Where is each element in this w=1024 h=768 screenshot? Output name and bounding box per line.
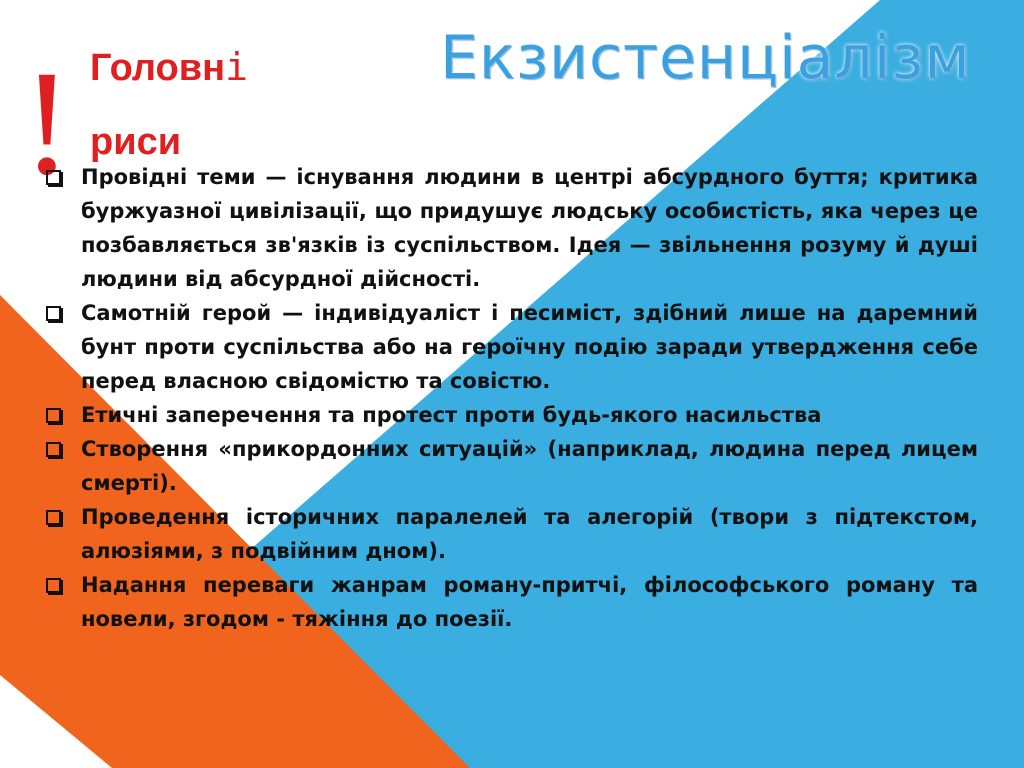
checkbox-square-icon: [46, 170, 61, 185]
checkbox-square-icon: [46, 306, 61, 321]
bullet-text: Надання переваги жанрам роману-притчі, філософського роману та новели, згодом - тяжіння до поезії.: [81, 573, 978, 631]
subtitle-line-1: [90, 30, 248, 105]
bullet-item: [40, 568, 978, 636]
checkbox-square-icon: [46, 578, 61, 593]
subtitle: [90, 30, 248, 179]
subtitle-line-2: риси: [90, 121, 182, 163]
bullet-text: Проведення історичних паралелей та алегорій (твори з підтекстом, алюзіями, з подвійним дном).: [81, 505, 978, 563]
bullet-text: Провідні теми — існування людини в центрі абсурдного буття; критика буржуазної цивілізації, що придушує людську особистість, яка через це позбавляється зв'язків із суспільством. Ідея — звільнення розуму й душі людини від абсурдної дійсності.: [81, 165, 978, 291]
bullet-text: Самотній герой — індивідуаліст і песиміст, здібний лише на даремний бунт проти суспільства або на героїчну подію заради утвердження себе перед власною свідомістю та совістю.: [81, 301, 978, 393]
checkbox-square-icon: [46, 408, 61, 423]
bullet-item: [40, 296, 978, 398]
bullet-item: [40, 500, 978, 568]
exclamation-mark: !: [22, 40, 72, 206]
checkbox-square-icon: [46, 510, 61, 525]
bullet-item: [40, 432, 978, 500]
main-title: Екзистенціалізм: [440, 23, 971, 93]
bullet-text: Створення «прикордонних ситуацій» (наприклад, людина перед лицем смерті).: [81, 437, 978, 495]
subtitle-line-1-end: і: [225, 45, 248, 89]
bullet-list: [40, 160, 978, 636]
checkbox-square-icon: [46, 442, 61, 457]
bullet-item: [40, 398, 978, 432]
bullet-text: Етичні заперечення та протест проти будь-якого насильства: [81, 403, 822, 427]
subtitle-line-1-main: Головн: [90, 47, 226, 89]
bullet-item: [40, 160, 978, 296]
